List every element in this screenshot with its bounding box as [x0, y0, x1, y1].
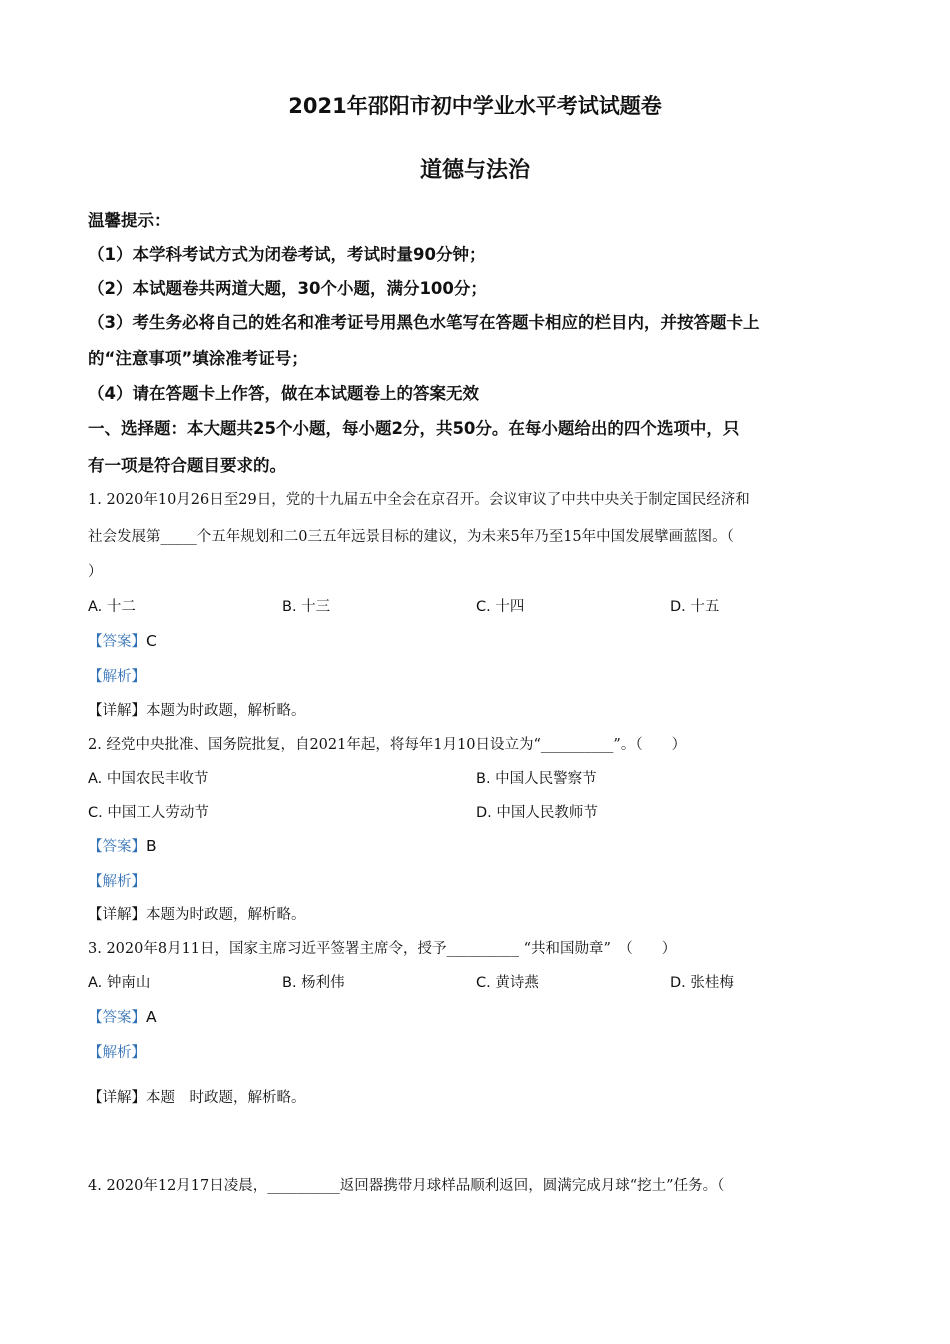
question-1-detail: 【详解】本题为时政题，解析略。 — [88, 703, 306, 719]
section-heading-cont: 有一项是符合题目要求的。 — [88, 456, 286, 475]
question-1-answer: 【答案】C — [88, 632, 157, 650]
question-1-option-a: A. 十二 — [88, 599, 136, 615]
notice-item: 的“注意事项”填涂准考证号； — [88, 349, 308, 368]
notice-item: （3）考生务必将自己的姓名和准考证号用黑色水笔写在答题卡相应的栏目内，并按答题卡上 — [88, 313, 760, 332]
question-3-text: 3. 2020年8月11日，国家主席习近平签署主席令，授予__________ “共和国勋章” （ ） — [88, 941, 677, 957]
question-2-analysis-label: 【解析】 — [88, 874, 146, 890]
question-3-detail: 【详解】本题 时政题，解析略。 — [88, 1090, 306, 1106]
exam-title: 2021年邵阳市初中学业水平考试试题卷 — [288, 94, 662, 118]
question-3-option-b: B. 杨利伟 — [282, 975, 345, 991]
notice-heading: 温馨提示： — [88, 211, 171, 230]
question-1-analysis-label: 【解析】 — [88, 669, 146, 685]
question-2-option-a: A. 中国农民丰收节 — [88, 771, 209, 787]
question-4-text: 4. 2020年12月17日凌晨，__________返回器携带月球样品顺利返回，圆满完成月球“挖土”任务。（ — [88, 1178, 725, 1194]
notice-item: （2）本试题卷共两道大题，30个小题，满分100分； — [88, 279, 487, 298]
question-1-option-c: C. 十四 — [476, 599, 525, 615]
question-3-answer: 【答案】A — [88, 1008, 157, 1026]
question-2-detail: 【详解】本题为时政题，解析略。 — [88, 907, 306, 923]
question-1-option-d: D. 十五 — [670, 599, 720, 615]
question-2-option-d: D. 中国人民教师节 — [476, 805, 598, 821]
notice-item: （4）请在答题卡上作答，做在本试题卷上的答案无效 — [88, 384, 479, 403]
question-2-option-b: B. 中国人民警察节 — [476, 771, 597, 787]
section-heading: 一、选择题：本大题共25个小题，每小题2分，共50分。在每小题给出的四个选项中，只 — [88, 419, 740, 438]
question-2-text: 2. 经党中央批准、国务院批复，自2021年起，将每年1月10日设立为“__________”。（ ） — [88, 737, 687, 753]
question-3-option-d: D. 张桂梅 — [670, 975, 734, 991]
question-1-text: 1. 2020年10月26日至29日，党的十九届五中全会在京召开。会议审议了中共中央关于制定国民经济和 — [88, 492, 750, 508]
question-3-option-c: C. 黄诗燕 — [476, 975, 539, 991]
exam-subject: 道德与法治 — [419, 158, 530, 183]
question-1-text: ） — [88, 564, 103, 580]
question-2-option-c: C. 中国工人劳动节 — [88, 805, 209, 821]
question-3-analysis-label: 【解析】 — [88, 1045, 146, 1061]
question-1-option-b: B. 十三 — [282, 599, 331, 615]
question-2-answer: 【答案】B — [88, 837, 157, 855]
notice-item: （1）本学科考试方式为闭卷考试，考试时量90分钟； — [88, 245, 486, 264]
question-3-option-a: A. 钟南山 — [88, 975, 151, 991]
question-1-text: 社会发展第_____个五年规划和二0三五年远景目标的建议，为未来5年乃至15年中国发展擘画蓝图。（ — [88, 529, 734, 545]
